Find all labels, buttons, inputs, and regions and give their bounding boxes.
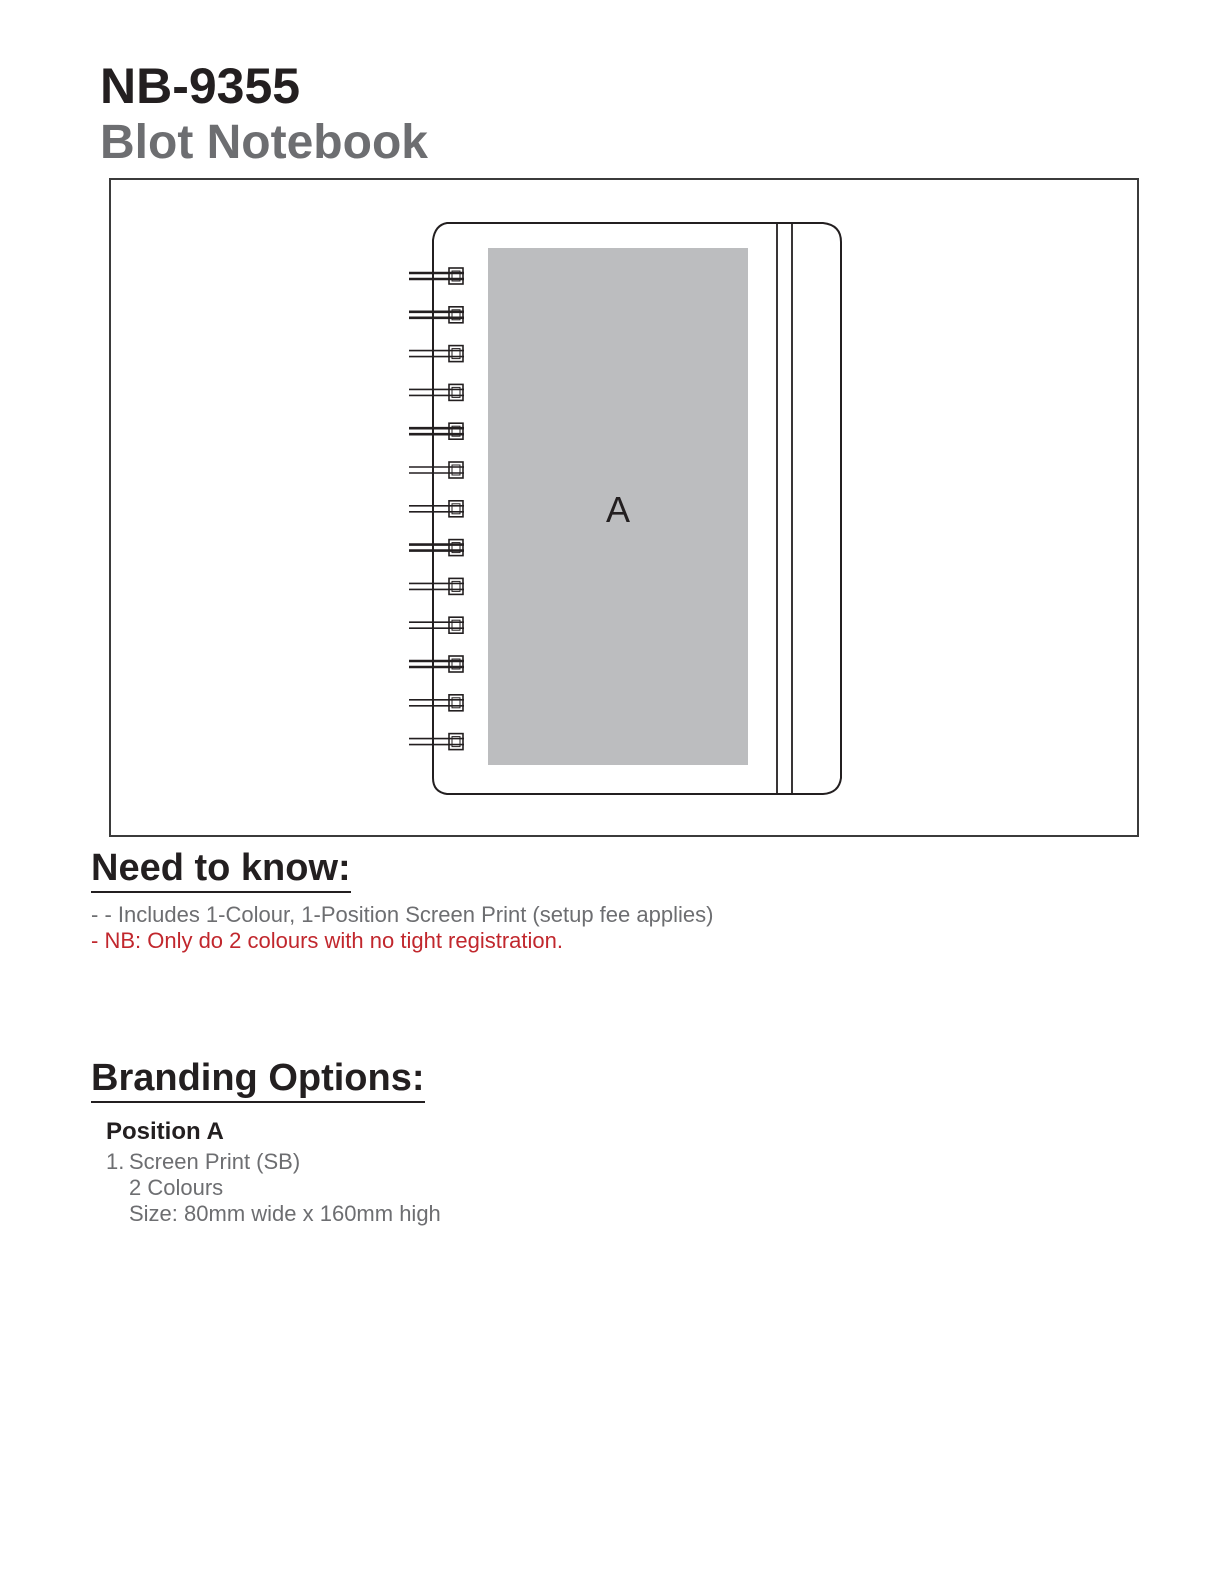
branding-options-heading: Branding Options: — [91, 1056, 425, 1103]
option-size: Size: 80mm wide x 160mm high — [129, 1201, 441, 1226]
option-number: 1. — [106, 1149, 125, 1174]
note-colour-restriction: - NB: Only do 2 colours with no tight registration. — [91, 928, 563, 953]
option-colours: 2 Colours — [129, 1175, 224, 1200]
product-code: NB-9355 — [100, 58, 301, 114]
note-setup-fee: - - Includes 1-Colour, 1-Position Screen Print (setup fee applies) — [91, 902, 714, 927]
product-illustration-frame — [109, 178, 1139, 837]
position-a-title: Position A — [106, 1118, 224, 1145]
notebook-illustration — [111, 180, 1137, 835]
need-to-know-heading: Need to know: — [91, 846, 351, 893]
branding-option-item — [106, 1149, 441, 1227]
print-area-label: A — [605, 489, 631, 530]
branding-option-list — [106, 1149, 441, 1227]
option-method: Screen Print (SB) — [129, 1149, 301, 1174]
product-name: Blot Notebook — [100, 116, 428, 169]
